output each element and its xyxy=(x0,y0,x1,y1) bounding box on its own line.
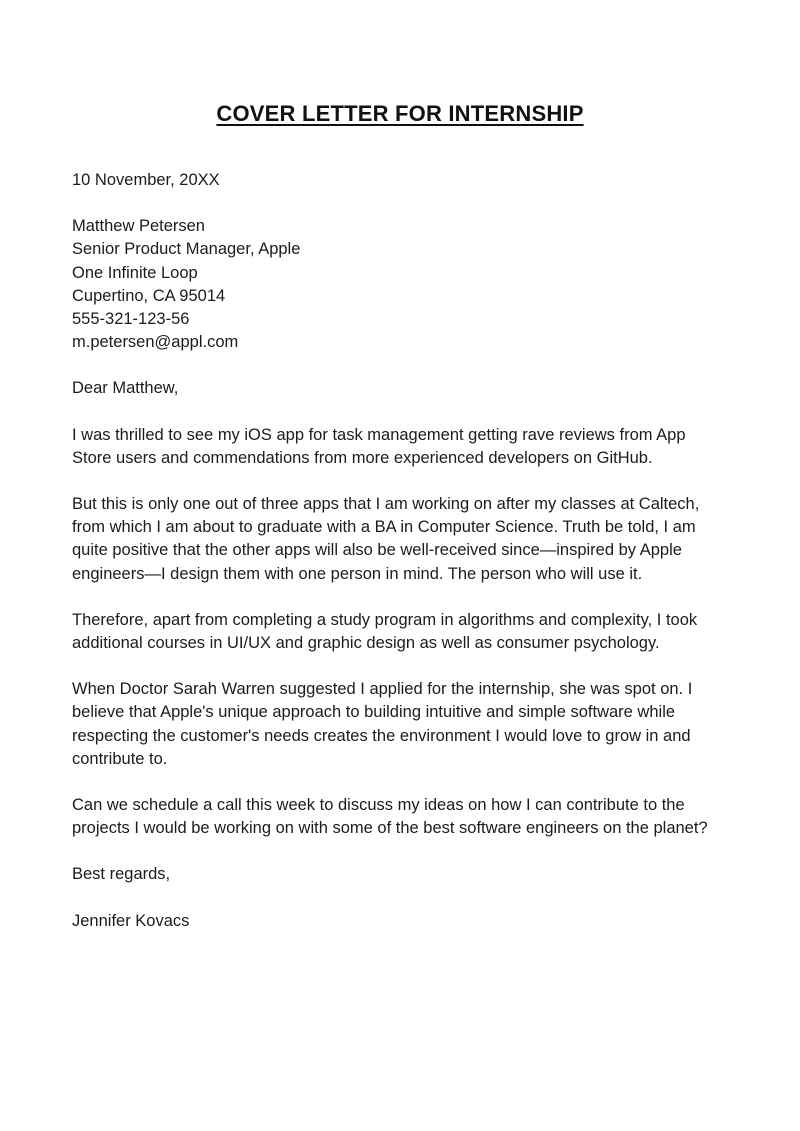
body-paragraph-4: When Doctor Sarah Warren suggested I applied for the internship, she was spot on. I believe that Apple's unique approach to building intuitive and simple software while respecting the customer's needs creates the environment I would love to grow in and contribute to. xyxy=(72,680,693,768)
body-paragraph-2: But this is only one out of three apps that I am working on after my classes at Caltech, from which I am about to graduate with a BA in Computer Science. Truth be told, I am quite positive that the other apps will also be well-received since—inspired by Apple engineers—I design them with one person in mind. The person who will use it. xyxy=(72,495,700,583)
recipient-name: Matthew Petersen xyxy=(72,217,205,236)
signature: Jennifer Kovacs xyxy=(72,911,190,930)
recipient-phone: 555-321-123-56 xyxy=(72,310,190,329)
page-title: COVER LETTER FOR INTERNSHIP xyxy=(216,101,584,126)
recipient-email: m.petersen@appl.com xyxy=(72,333,239,352)
recipient-block xyxy=(72,215,728,354)
recipient-address-line1: One Infinite Loop xyxy=(72,263,198,282)
salutation: Dear Matthew, xyxy=(72,379,179,398)
letter-date: 10 November, 20XX xyxy=(72,171,220,189)
body-paragraph-3: Therefore, apart from completing a study program in algorithms and complexity, I took additional courses in UI/UX and graphic design as well as consumer psychology. xyxy=(72,610,698,653)
body-paragraph-5: Can we schedule a call this week to discuss my ideas on how I can contribute to the projects I would be working on with some of the best software engineers on the planet? xyxy=(72,796,708,838)
recipient-address-line2: Cupertino, CA 95014 xyxy=(72,286,226,305)
recipient-job-title: Senior Product Manager, Apple xyxy=(72,240,301,259)
body-paragraph-1: I was thrilled to see my iOS app for task management getting rave reviews from App Store users and commendations from more experienced developers on GitHub. xyxy=(72,425,686,467)
letter-content xyxy=(0,169,800,933)
closing: Best regards, xyxy=(72,865,171,884)
